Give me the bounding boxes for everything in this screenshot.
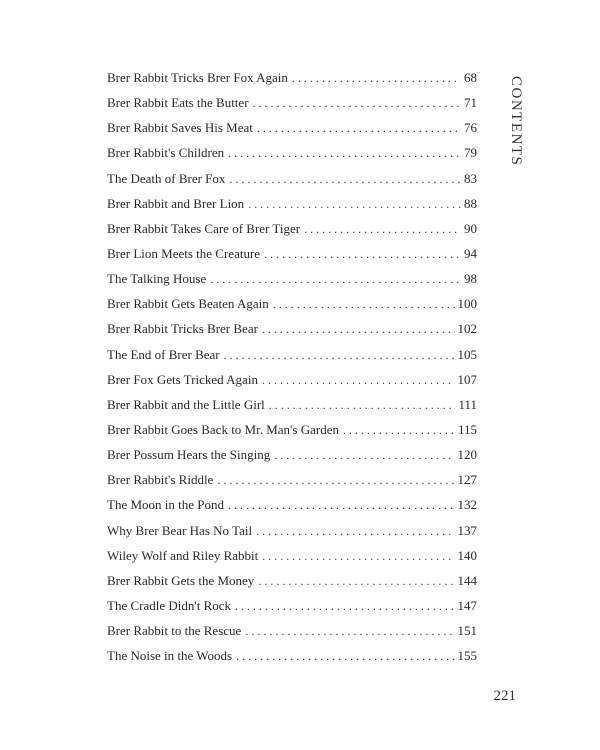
toc-entry-title: Brer Rabbit Tricks Brer Bear (107, 321, 258, 337)
toc-entry-title: Brer Lion Meets the Creature (107, 245, 261, 261)
toc-entry-title: Brer Rabbit's Riddle (107, 472, 214, 488)
toc-entry-page: 98 (464, 271, 477, 287)
toc-entry-page: 127 (457, 472, 477, 488)
dot-leader (253, 93, 461, 113)
dot-leader (235, 596, 454, 616)
dot-leader (262, 546, 454, 566)
toc-entry-title: Brer Rabbit Saves His Meat (107, 120, 253, 136)
toc-entry-page: 68 (464, 70, 477, 85)
running-head: CONTENTS (508, 76, 524, 167)
dot-leader (269, 395, 456, 415)
dot-leader (258, 571, 454, 591)
toc-entry-title: Brer Possum Hears the Singing (107, 447, 271, 463)
toc-entry-title: The Death of Brer Fox (107, 170, 226, 186)
toc-entry-page: 79 (464, 145, 477, 161)
dot-leader (343, 420, 455, 440)
dot-leader (256, 521, 454, 541)
toc-entry-title: Brer Rabbit Takes Care of Brer Tiger (107, 220, 301, 236)
toc-entry-page: 94 (464, 245, 477, 261)
dot-leader (304, 219, 461, 239)
toc-entry (107, 470, 477, 495)
page-number: 221 (493, 688, 516, 704)
table-of-contents (107, 68, 477, 671)
toc-entry (107, 420, 477, 445)
dot-leader (228, 143, 461, 163)
toc-entry-page: 76 (464, 120, 477, 136)
toc-entry-title: Why Brer Bear Has No Tail (107, 522, 253, 538)
toc-entry-page: 115 (457, 421, 477, 437)
toc-entry (107, 118, 477, 143)
toc-entry-page: 137 (457, 522, 477, 538)
dot-leader (273, 294, 455, 314)
toc-entry-title: Wiley Wolf and Riley Rabbit (107, 547, 259, 563)
dot-leader (210, 269, 461, 289)
toc-entry (107, 445, 477, 470)
toc-entry (107, 621, 477, 646)
toc-entry (107, 395, 477, 420)
toc-entry-page: 107 (457, 371, 477, 387)
toc-entry (107, 244, 477, 269)
dot-leader (257, 118, 461, 138)
toc-entry-page: 140 (457, 547, 477, 563)
toc-entry (107, 194, 477, 219)
toc-entry (107, 345, 477, 370)
toc-entry-title: Brer Rabbit to the Rescue (107, 623, 242, 639)
toc-entry-title: The Moon in the Pond (107, 497, 224, 513)
toc-entry (107, 495, 477, 520)
toc-entry-title: The End of Brer Bear (107, 346, 220, 362)
dot-leader (224, 345, 455, 365)
toc-entry (107, 319, 477, 344)
dot-leader (228, 495, 455, 515)
toc-entry-title: Brer Rabbit and the Little Girl (107, 396, 265, 412)
toc-entry-title: Brer Rabbit Eats the Butter (107, 95, 249, 111)
toc-entry (107, 143, 477, 168)
dot-leader (217, 470, 454, 490)
dot-leader (262, 370, 455, 390)
toc-entry-page: 111 (458, 396, 477, 412)
toc-entry-title: Brer Rabbit Tricks Brer Fox Again (107, 70, 288, 85)
toc-entry (107, 596, 477, 621)
toc-entry-page: 71 (464, 95, 477, 111)
toc-entry-title: Brer Rabbit Gets Beaten Again (107, 296, 269, 312)
dot-leader (236, 646, 454, 666)
toc-entry-page: 151 (457, 623, 477, 639)
toc-entry-page: 100 (457, 296, 477, 312)
toc-entry-page: 102 (457, 321, 477, 337)
toc-entry (107, 294, 477, 319)
toc-entry-title: Brer Fox Gets Tricked Again (107, 371, 258, 387)
dot-leader (262, 319, 455, 339)
toc-entry-title: Brer Rabbit and Brer Lion (107, 195, 245, 211)
toc-entry-title: The Talking House (107, 271, 207, 287)
toc-entry-title: Brer Rabbit's Children (107, 145, 225, 161)
dot-leader (248, 194, 461, 214)
dot-leader (229, 169, 461, 189)
dot-leader (292, 68, 461, 88)
toc-entry-title: Brer Rabbit Goes Back to Mr. Man's Garden (107, 421, 339, 437)
toc-entry (107, 169, 477, 194)
toc-entry-page: 88 (464, 195, 477, 211)
toc-entry (107, 219, 477, 244)
toc-entry (107, 93, 477, 118)
toc-entry (107, 370, 477, 395)
toc-entry (107, 521, 477, 546)
toc-entry-page: 144 (457, 572, 477, 588)
toc-entry-page: 83 (464, 170, 477, 186)
toc-entry (107, 269, 477, 294)
toc-entry-page: 132 (457, 497, 477, 513)
toc-entry-page: 120 (457, 447, 477, 463)
dot-leader (274, 445, 454, 465)
toc-entry-page: 155 (457, 648, 477, 664)
toc-entry (107, 68, 477, 93)
toc-entry-page: 105 (457, 346, 477, 362)
toc-entry-page: 147 (457, 597, 477, 613)
dot-leader (245, 621, 454, 641)
toc-entry-title: Brer Rabbit Gets the Money (107, 572, 255, 588)
toc-entry (107, 546, 477, 571)
toc-entry-title: The Cradle Didn't Rock (107, 597, 232, 613)
dot-leader (264, 244, 461, 264)
toc-entry (107, 571, 477, 596)
toc-entry-page: 90 (464, 220, 477, 236)
toc-entry-title: The Noise in the Woods (107, 648, 233, 664)
toc-entry (107, 646, 477, 671)
